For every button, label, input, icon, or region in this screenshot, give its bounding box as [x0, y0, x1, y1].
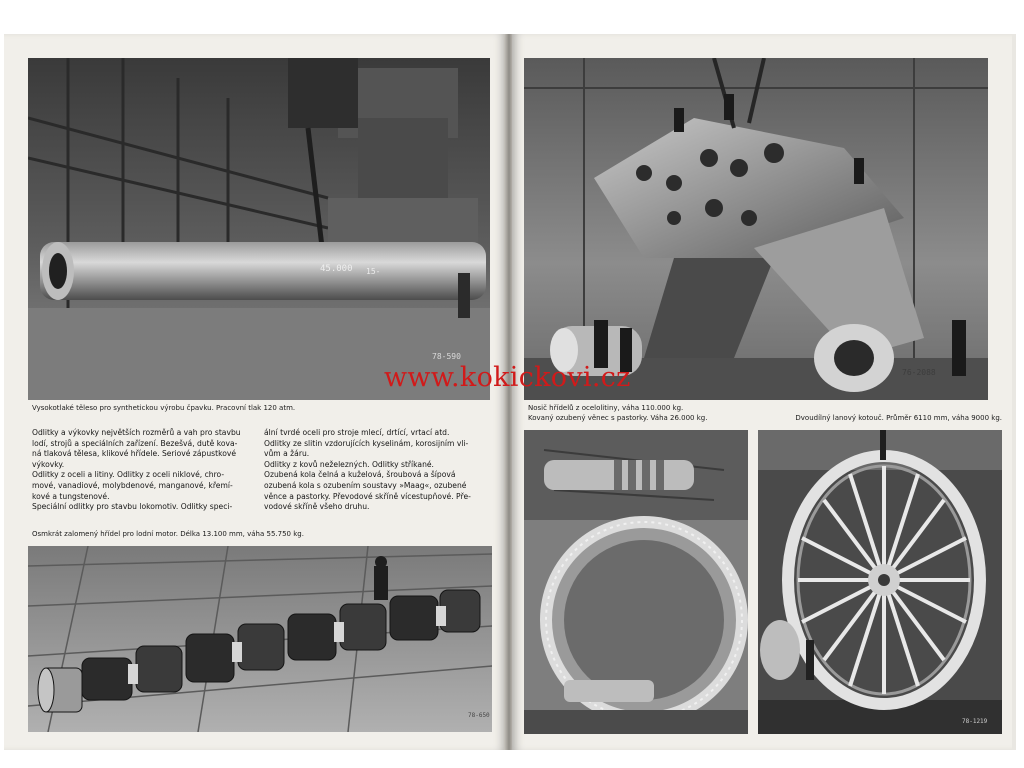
crankshaft-caption: Osmkrát zalomený hřídel pro lodní motor. Délka 13.100 mm, váha 55.750 kg.	[32, 530, 304, 538]
shaft-carrier-caption: Nosič hřídelů z ocelolitiny, váha 110.000 kg.	[528, 404, 684, 412]
body-line: Speciální odlitky pro stavbu lokomotiv. Odlitky speci-	[32, 502, 233, 512]
crankshaft-photo	[28, 546, 492, 732]
body-line: vům a žáru.	[264, 449, 310, 459]
photo-weight-mark: 45.000	[320, 264, 353, 274]
body-line: Odlitky a výkovky největších rozměrů a vah pro stavbu	[32, 428, 241, 437]
body-line: Odlitky z kovů neželezných. Odlitky stříkané.	[264, 459, 434, 469]
body-line: Odlitky z oceli a litiny. Odlitky z oceli niklové, chro-	[32, 470, 225, 480]
body-line: lodí, strojů a speciálních zařízení. Bezešvá, dutě kova-	[32, 438, 238, 448]
pressure-vessel-caption: Vysokotlaké těleso pro synthetickou výrobu čpavku. Pracovní tlak 120 atm.	[32, 404, 296, 412]
body-line: Ozubená kola čelná a kuželová, šroubová a šípová	[264, 470, 456, 480]
photo-number: 78-650	[468, 712, 490, 719]
photo-number: 78-1219	[962, 718, 988, 725]
photo-number: 78-590	[432, 352, 461, 361]
body-line: kové a tungstenové.	[32, 491, 110, 501]
gear-ring-photo	[524, 430, 748, 734]
body-text-column-1	[32, 428, 264, 513]
body-line: ná tlaková tělesa, klikové hřídele. Seriové zápustkové	[32, 449, 237, 459]
photo-weight-mark-2: 15-	[366, 267, 381, 276]
body-line: ální tvrdé oceli pro stroje mlecí, drtící, vrtací atd.	[264, 428, 450, 437]
body-line: mové, vanadiové, molybdenové, manganové, křemí-	[32, 480, 233, 490]
body-line: Odlitky ze slitin vzdorujících kyselinám, korosijním vli-	[264, 438, 469, 448]
pressure-vessel-photo	[28, 58, 490, 400]
body-line: věnce a pastorky. Převodové skříně vícestupňové. Pře-	[264, 491, 471, 501]
site-watermark: www.kokickovi.cz	[384, 362, 631, 393]
body-line: vodové skříně všeho druhu.	[264, 502, 370, 512]
photo-number: 76-2088	[902, 368, 936, 377]
shaft-carrier-photo	[524, 58, 988, 400]
body-text-column-2	[264, 428, 496, 513]
rope-pulley-photo	[758, 430, 1002, 734]
rope-pulley-caption: Dvoudílný lanový kotouč. Průměr 6110 mm, váha 9000 kg.	[795, 414, 1002, 422]
body-line: ozubená kola s ozubením soustavy »Maag«, ozubené	[264, 480, 467, 490]
body-line: výkovky.	[32, 459, 65, 469]
gear-ring-caption: Kovaný ozubený věnec s pastorky. Váha 26.000 kg.	[528, 414, 708, 422]
